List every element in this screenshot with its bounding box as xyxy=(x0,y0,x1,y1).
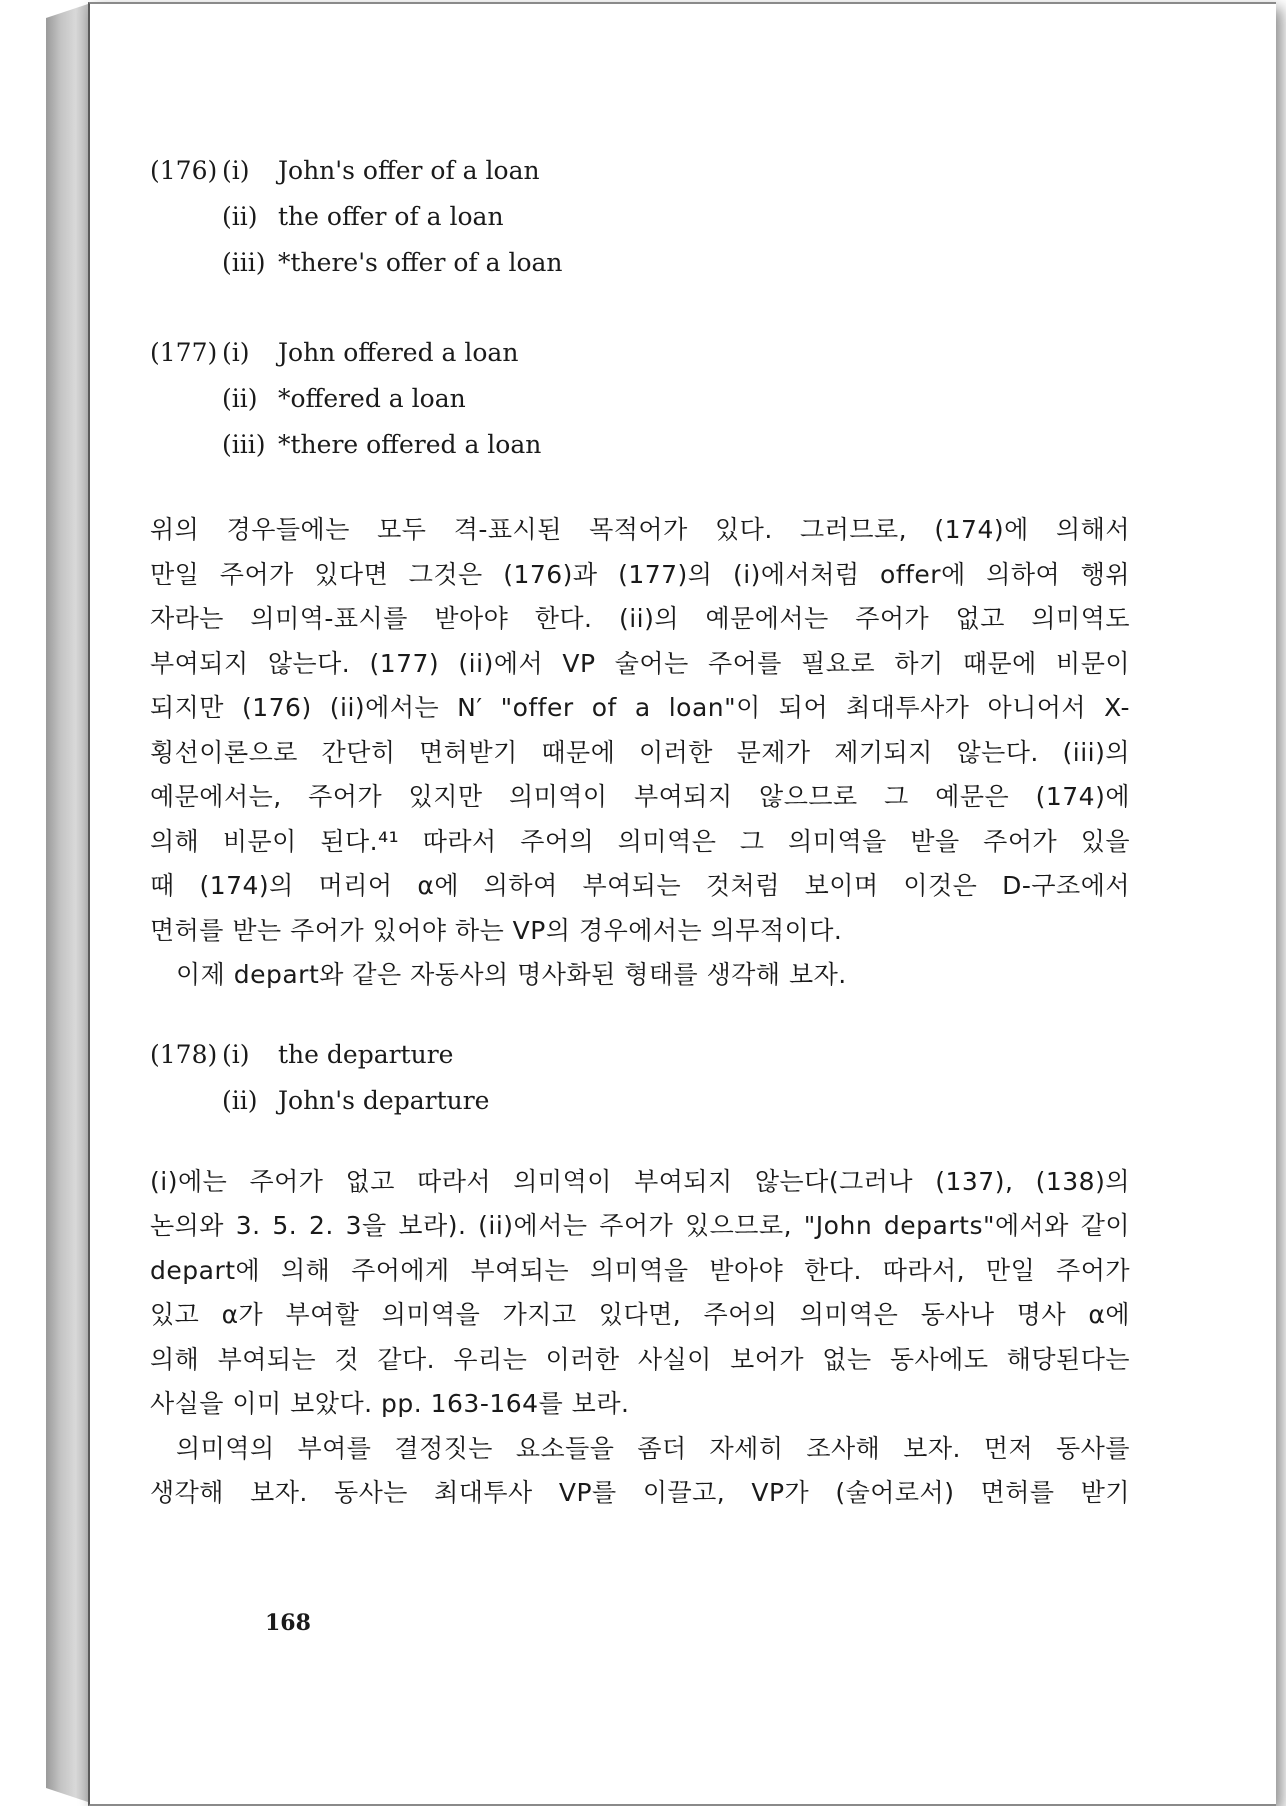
example-label: (i) xyxy=(222,338,250,367)
page-number: 168 xyxy=(265,1610,311,1636)
example-text: the offer of a loan xyxy=(278,202,504,231)
example-177 xyxy=(150,330,1130,468)
text-line: 의해 비문이 된다.⁴¹ 따라서 주어의 의미역은 그 의미역을 받을 주어가 있을 xyxy=(150,826,1130,856)
example-row xyxy=(150,376,1130,422)
example-row xyxy=(150,330,1130,376)
page-content xyxy=(150,148,1130,1516)
body-paragraph-2 xyxy=(150,953,1130,998)
body-paragraph-3 xyxy=(150,1160,1130,1427)
example-text: *there's offer of a loan xyxy=(278,248,563,277)
example-label: (ii) xyxy=(222,384,258,413)
text-line: 의해 부여되는 것 같다. 우리는 이러한 사실이 보어가 없는 동사에도 해당된다는 xyxy=(150,1344,1130,1374)
example-number: (176) xyxy=(150,156,218,185)
example-text: John's offer of a loan xyxy=(278,156,540,185)
text-line: 위의 경우들에는 모두 격-표시된 목적어가 있다. 그러므로, (174)에 의해서 xyxy=(150,515,1130,544)
body-paragraph-1 xyxy=(150,508,1130,953)
example-176 xyxy=(150,148,1130,286)
example-row xyxy=(150,1032,1130,1078)
text-line: 횡선이론으로 간단히 면허받기 때문에 이러한 문제가 제기되지 않는다. (iii)의 xyxy=(150,737,1130,767)
text-line: 때 (174)의 머리어 α에 의하여 부여되는 것처럼 보이며 이것은 D-구조에서 xyxy=(150,871,1130,900)
example-178 xyxy=(150,1032,1130,1124)
example-row xyxy=(150,422,1130,468)
example-label: (ii) xyxy=(222,1085,258,1115)
text-line: 있고 α가 부여할 의미역을 가지고 있다면, 주어의 의미역은 동사나 명사 α에 xyxy=(150,1300,1130,1329)
text-line: 논의와 3. 5. 2. 3을 보라). (ii)에서는 주어가 있으므로, "John departs"에서와 같이 xyxy=(150,1211,1130,1240)
example-label: (iii) xyxy=(222,248,266,277)
body-paragraph-4 xyxy=(150,1427,1130,1516)
example-number: (178) xyxy=(150,1039,218,1069)
text-line: 이제 depart와 같은 자동사의 명사화된 형태를 생각해 보자. xyxy=(176,960,847,989)
text-line: depart에 의해 주어에게 부여되는 의미역을 받아야 한다. 따라서, 만일 주어가 xyxy=(150,1255,1130,1285)
text-line: 의미역의 부여를 결정짓는 요소들을 좀더 자세히 조사해 보자. 먼저 동사를 xyxy=(176,1433,1130,1463)
example-row xyxy=(150,1078,1130,1124)
example-row xyxy=(150,240,1130,286)
text-line: 생각해 보자. 동사는 최대투사 VP를 이끌고, VP가 (술어로서) 면허를 받기 xyxy=(150,1478,1130,1507)
example-text: the departure xyxy=(278,1039,454,1069)
example-label: (ii) xyxy=(222,202,258,231)
example-row xyxy=(150,148,1130,194)
example-text: *offered a loan xyxy=(278,384,466,413)
text-line: 면허를 받는 주어가 있어야 하는 VP의 경우에서는 의무적이다. xyxy=(150,915,843,945)
example-text: John offered a loan xyxy=(278,338,519,367)
text-line: 예문에서는, 주어가 있지만 의미역이 부여되지 않으므로 그 예문은 (174)에 xyxy=(150,782,1130,811)
example-label: (i) xyxy=(222,156,250,185)
example-label: (iii) xyxy=(222,430,266,459)
text-line: 되지만 (176) (ii)에서는 N′ "offer of a loan"이 되어 최대투사가 아니어서 X- xyxy=(150,693,1130,722)
book-spine xyxy=(46,4,88,1802)
example-label: (i) xyxy=(222,1039,250,1069)
example-number: (177) xyxy=(150,338,218,367)
example-text: *there offered a loan xyxy=(278,430,542,459)
text-line: (i)에는 주어가 없고 따라서 의미역이 부여되지 않는다(그러나 (137), (138)의 xyxy=(150,1166,1130,1196)
example-row xyxy=(150,194,1130,240)
example-text: John's departure xyxy=(278,1085,490,1115)
text-line: 사실을 이미 보았다. pp. 163-164를 보라. xyxy=(150,1389,630,1418)
text-line: 자라는 의미역-표시를 받아야 한다. (ii)의 예문에서는 주어가 없고 의미역도 xyxy=(150,604,1130,633)
text-line: 만일 주어가 있다면 그것은 (176)과 (177)의 (i)에서처럼 offer에 의하여 행위 xyxy=(150,559,1130,589)
text-line: 부여되지 않는다. (177) (ii)에서 VP 술어는 주어를 필요로 하기 때문에 비문이 xyxy=(150,648,1130,678)
